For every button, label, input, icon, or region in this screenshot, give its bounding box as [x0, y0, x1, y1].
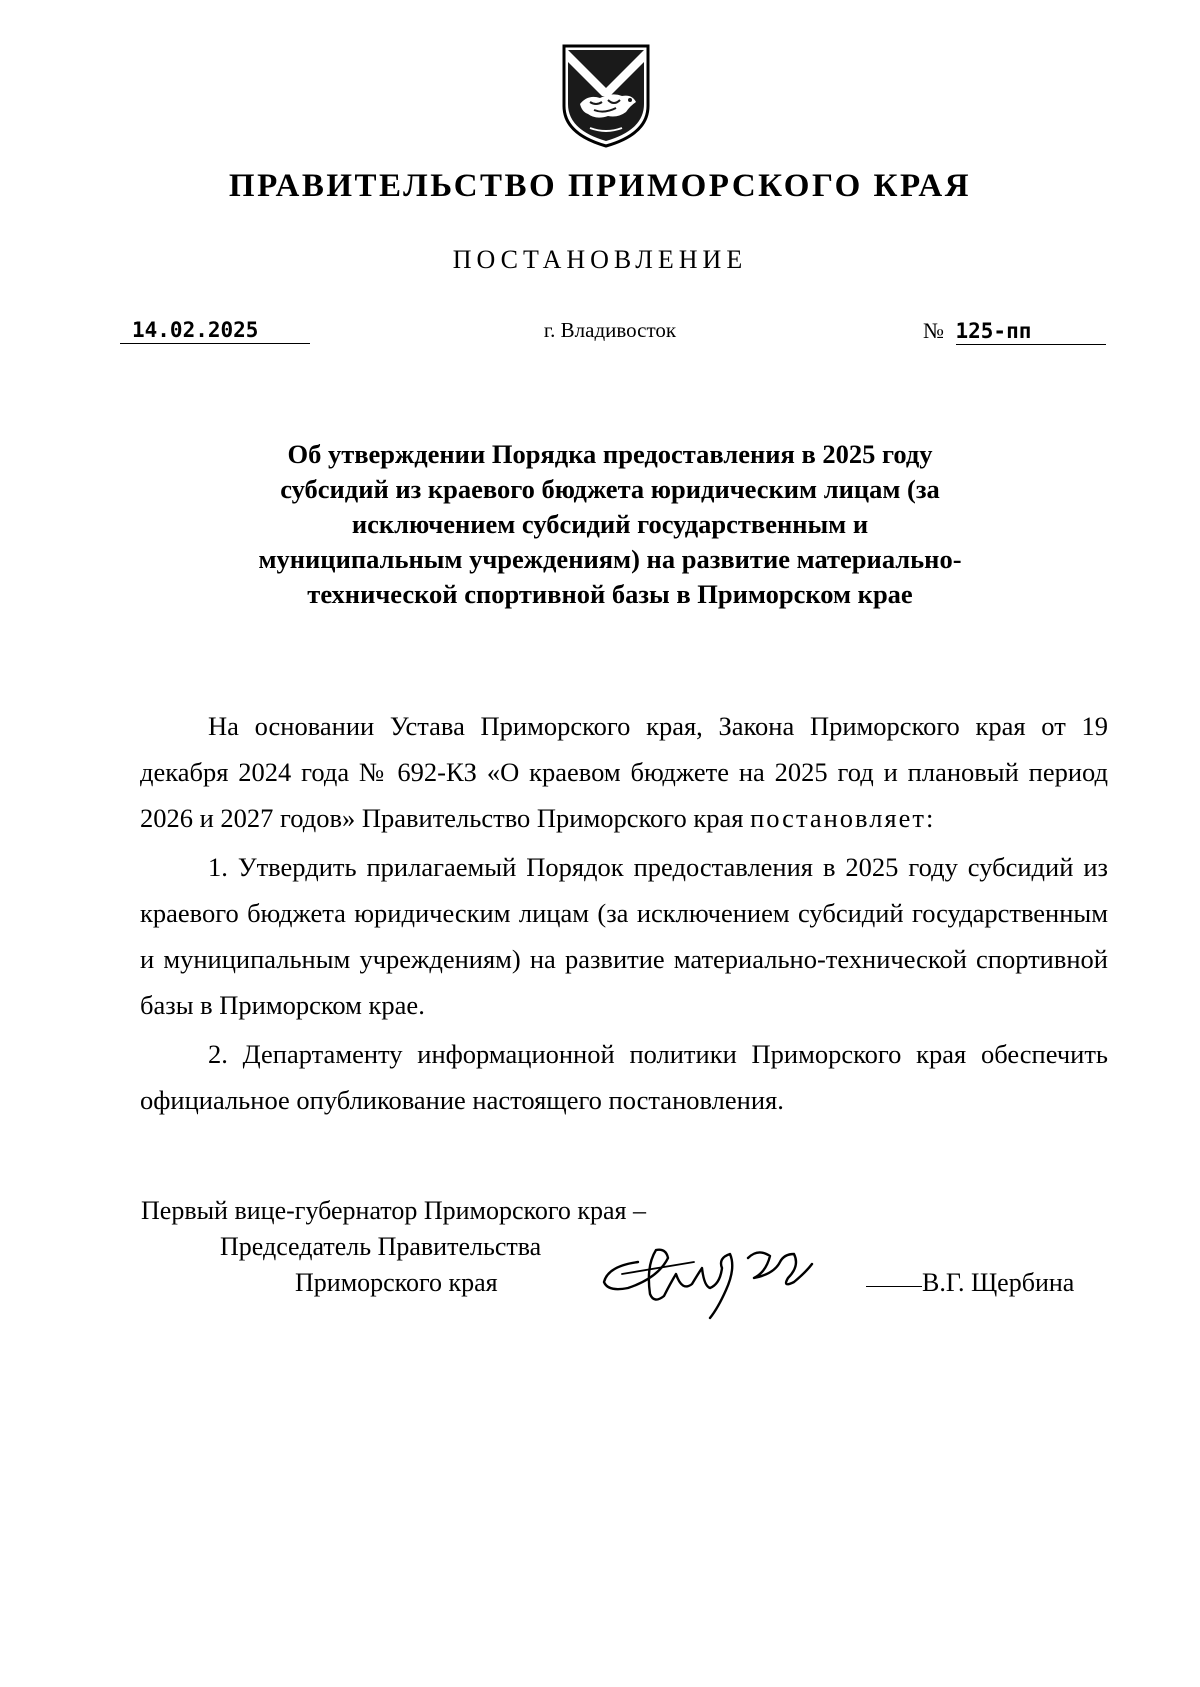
document-subject: [180, 437, 1040, 612]
document-body: [140, 703, 1108, 1126]
organization-title: ПРАВИТЕЛЬСТВО ПРИМОРСКОГО КРАЯ: [228, 168, 972, 204]
item-2-paragraph: 2. Департаменту информационной политики Приморского края обеспечить официальное опубликование настоящего постановления.: [140, 1039, 1108, 1115]
document-meta-row: [0, 318, 1200, 358]
resolves-word: постановляет:: [750, 803, 936, 833]
handwritten-signature: [598, 1238, 868, 1324]
preamble-text: На основании Устава Приморского края, Закона Приморского края от 19 декабря 2024 года № 692-КЗ «О краевом бюджете на 2025 год и плановый период 2026 и 2027 годов» Правительство Приморского края: [140, 711, 1108, 833]
coat-of-arms-emblem: [560, 42, 652, 150]
signature-block: [0, 1196, 1200, 1316]
signatory-position-line: Приморского края: [295, 1268, 498, 1297]
item-1-paragraph: 1. Утвердить прилагаемый Порядок предоставления в 2025 году субсидий из краевого бюджета юридическим лицам (за исключением субсидий государственным и муниципальным учреждениям) на развитие материально-технической спортивной базы в Приморском крае.: [140, 852, 1108, 1020]
subject-line: Об утверждении Порядка предоставления в 2025 году: [287, 439, 933, 469]
subject-line: субсидий из краевого бюджета юридическим лицам (за: [280, 474, 940, 504]
document-city: г. Владивосток: [543, 318, 677, 342]
signatory-position-line: Первый вице-губернатор Приморского края –: [141, 1196, 646, 1225]
signature-dash-line: [866, 1286, 922, 1287]
document-date: 14.02.2025: [120, 318, 310, 344]
document-type: ПОСТАНОВЛЕНИЕ: [452, 245, 748, 274]
document-number-block: [923, 318, 1106, 345]
subject-line: исключением субсидий государственным и: [351, 509, 869, 539]
preamble-paragraph: [140, 703, 1108, 841]
subject-line: муниципальным учреждениям) на развитие материально-: [258, 544, 962, 574]
subject-line: технической спортивной базы в Приморском крае: [307, 579, 913, 609]
signatory-name: В.Г. Щербина: [922, 1268, 1075, 1297]
document-number: 125-пп: [956, 319, 1106, 345]
number-sign: №: [923, 318, 944, 343]
signatory-position-line: Председатель Правительства: [220, 1232, 542, 1261]
